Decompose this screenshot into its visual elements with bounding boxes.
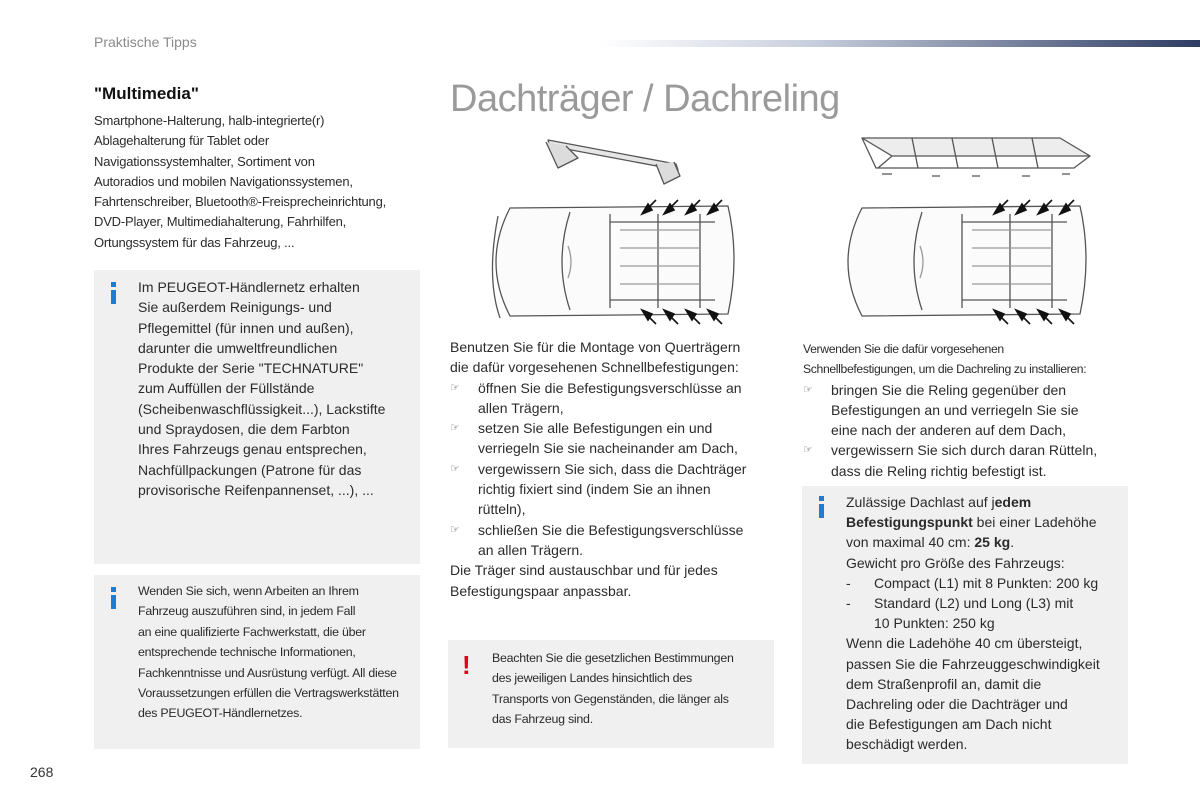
- text-span: von maximal 40 cm:: [846, 534, 975, 551]
- pointer-bullet-icon: ☞: [803, 444, 813, 457]
- dash-line: Standard (L2) und Long (L3) mit: [874, 595, 1074, 612]
- info-box-roof-load: [802, 486, 1128, 764]
- info-icon: [111, 282, 116, 304]
- info-line: an eine qualifizierte Fachwerkstatt, die über: [138, 624, 366, 639]
- crossbars-illustration: [470, 128, 760, 328]
- multimedia-text: [94, 111, 424, 253]
- info-line: Pflegemittel (für innen und außen),: [138, 319, 354, 336]
- bold-span: Befestigungspunkt: [846, 514, 973, 531]
- info-line: Nachfüllpackungen (Patrone für das: [138, 461, 362, 478]
- bullet-item: [450, 378, 780, 419]
- intro-line: Benutzen Sie für die Montage von Querträgern: [450, 339, 741, 355]
- bullet-line: schließen Sie die Befestigungsverschlüsse: [478, 521, 744, 538]
- load-line: [846, 512, 1128, 532]
- bullet-line: rütteln),: [478, 501, 526, 518]
- bold-span: 25 kg: [974, 534, 1011, 551]
- bullet-item: [803, 440, 1133, 481]
- page-title: Dachträger / Dachreling: [450, 78, 840, 120]
- info-line: Sie außerdem Reinigungs- und: [138, 299, 332, 316]
- bullet-line: vergewissern Sie sich, dass die Dachträger: [478, 460, 747, 477]
- info-box-text: [138, 277, 414, 500]
- info-line: des PEUGEOT-Händlernetzes.: [138, 706, 303, 721]
- bullet-item: [450, 418, 780, 459]
- info-line: und Spraydosen, die dem Farbton: [138, 421, 350, 438]
- section-header: Praktische Tipps: [94, 34, 197, 50]
- info-box-text: [846, 492, 1128, 755]
- info-line: zum Auffüllen der Füllstände: [138, 380, 315, 397]
- multimedia-line: Ablagehalterung für Tablet oder: [94, 133, 269, 149]
- bullet-line: vergewissern Sie sich durch daran Rütteln,: [831, 442, 1098, 459]
- multimedia-title: "Multimedia": [94, 84, 199, 103]
- info-line: (Scheibenwaschflüssigkeit...), Lackstifte: [138, 400, 386, 417]
- warning-box: [448, 640, 774, 748]
- pointer-bullet-icon: ☞: [450, 462, 460, 475]
- bullet-line: dass die Reling richtig befestigt ist.: [831, 462, 1047, 479]
- warning-line: Transports von Gegenständen, die länger als: [492, 691, 729, 706]
- header-gradient-bar: [600, 40, 1200, 47]
- info-line: Fahrzeug auszuführen sind, in jedem Fall: [138, 604, 356, 619]
- info-line: Produkte der Serie "TECHNATURE": [138, 360, 364, 377]
- info-box-workshop: [94, 575, 420, 749]
- pointer-bullet-icon: ☞: [450, 381, 460, 394]
- multimedia-line: Smartphone-Halterung, halb-integrierte(r): [94, 113, 325, 128]
- info-box-dealer-products: [94, 270, 420, 564]
- info-line: provisorische Reifenpannenset, ...), ...: [138, 481, 374, 498]
- bullet-line: an allen Trägern.: [478, 541, 584, 558]
- crossbars-instructions: [450, 337, 780, 601]
- page-number: 268: [30, 764, 54, 780]
- warning-line: Beachten Sie die gesetzlichen Bestimmungen: [492, 651, 734, 665]
- multimedia-line: DVD-Player, Multimediahalterung, Fahrhilfen,: [94, 214, 347, 230]
- warning-text: [492, 648, 768, 730]
- bullet-line: allen Trägern,: [478, 399, 564, 416]
- bullet-line: bringen Sie die Reling gegenüber den: [831, 381, 1067, 398]
- intro-line: die dafür vorgesehenen Schnellbefestigungen:: [450, 359, 739, 376]
- pointer-bullet-icon: ☞: [803, 383, 813, 396]
- bullet-item: [450, 520, 780, 561]
- warning-icon: !: [462, 650, 471, 680]
- intro-line: Verwenden Sie die dafür vorgesehenen: [803, 342, 1004, 356]
- bullet-line: Befestigungen an und verriegeln Sie sie: [831, 401, 1079, 418]
- rails-instructions: [803, 339, 1133, 481]
- info-icon: [111, 587, 116, 609]
- load-line: Gewicht pro Größe des Fahrzeugs:: [846, 554, 1065, 571]
- load-line: die Befestigungen am Dach nicht: [846, 716, 1052, 733]
- multimedia-line: Autoradios und mobilen Navigationssystemen,: [94, 173, 353, 189]
- outro-line: Die Träger sind austauschbar und für jedes: [450, 562, 718, 579]
- bullet-item: [450, 459, 780, 520]
- info-line: Fachkenntnisse und Ausrüstung verfügt. All diese: [138, 665, 397, 680]
- warning-line: das Fahrzeug sind.: [492, 712, 593, 727]
- dash-item: [846, 573, 1128, 593]
- bullet-line: richtig fixiert sind (indem Sie an ihnen: [478, 481, 711, 498]
- bullet-item: [803, 380, 1133, 441]
- dash-line: Compact (L1) mit 8 Punkten: 200 kg: [874, 574, 1099, 591]
- pointer-bullet-icon: ☞: [450, 422, 460, 435]
- warning-line: des jeweiligen Landes hinsichtlich des: [492, 671, 692, 686]
- info-line: Im PEUGEOT-Händlernetz erhalten: [138, 279, 360, 295]
- bold-span: edem: [994, 494, 1032, 510]
- bullet-line: öffnen Sie die Befestigungsverschlüsse an: [478, 379, 742, 396]
- dash-marker: -: [846, 574, 851, 591]
- multimedia-line: Navigationssystemhalter, Sortiment von: [94, 153, 315, 169]
- roof-rails-illustration: [822, 128, 1112, 328]
- info-box-text: [138, 581, 414, 724]
- info-line: darunter die umweltfreundlichen: [138, 339, 338, 356]
- dash-marker: -: [846, 595, 851, 612]
- pointer-bullet-icon: ☞: [450, 523, 460, 536]
- bullet-line: setzen Sie alle Befestigungen ein und: [478, 420, 713, 437]
- info-line: Ihres Fahrzeugs genau entsprechen,: [138, 441, 367, 458]
- load-line: [846, 532, 1128, 552]
- info-line: Voraussetzungen erfüllen die Vertragswerkstätten: [138, 686, 399, 701]
- info-line: entsprechende technische Informationen,: [138, 645, 356, 660]
- text-span: bei einer Ladehöhe: [972, 514, 1097, 531]
- load-line: passen Sie die Fahrzeuggeschwindigkeit: [846, 655, 1100, 672]
- load-line: dem Straßenprofil an, damit die: [846, 675, 1042, 692]
- text-span: .: [1010, 534, 1015, 551]
- dash-line: 10 Punkten: 250 kg: [874, 615, 995, 632]
- multimedia-line: Fahrtenschreiber, Bluetooth®-Freisprecheinrichtung,: [94, 194, 387, 210]
- intro-line: Schnellbefestigungen, um die Dachreling zu installieren:: [803, 362, 1087, 377]
- bullet-line: verriegeln Sie sie nacheinander am Dach,: [478, 440, 738, 457]
- outro-line: Befestigungspaar anpassbar.: [450, 582, 632, 599]
- dash-item: [846, 593, 1128, 633]
- load-line: Dachreling oder die Dachträger und: [846, 696, 1068, 713]
- load-line: beschädigt werden.: [846, 736, 968, 753]
- info-icon: [819, 496, 824, 518]
- load-line: [846, 492, 1128, 512]
- multimedia-line: Ortungssystem für das Fahrzeug, ...: [94, 234, 295, 250]
- text-span: Zulässige Dachlast auf j: [846, 494, 995, 510]
- info-line: Wenden Sie sich, wenn Arbeiten an Ihrem: [138, 584, 359, 598]
- load-line: Wenn die Ladehöhe 40 cm übersteigt,: [846, 635, 1083, 652]
- bullet-line: eine nach der anderen auf dem Dach,: [831, 422, 1067, 439]
